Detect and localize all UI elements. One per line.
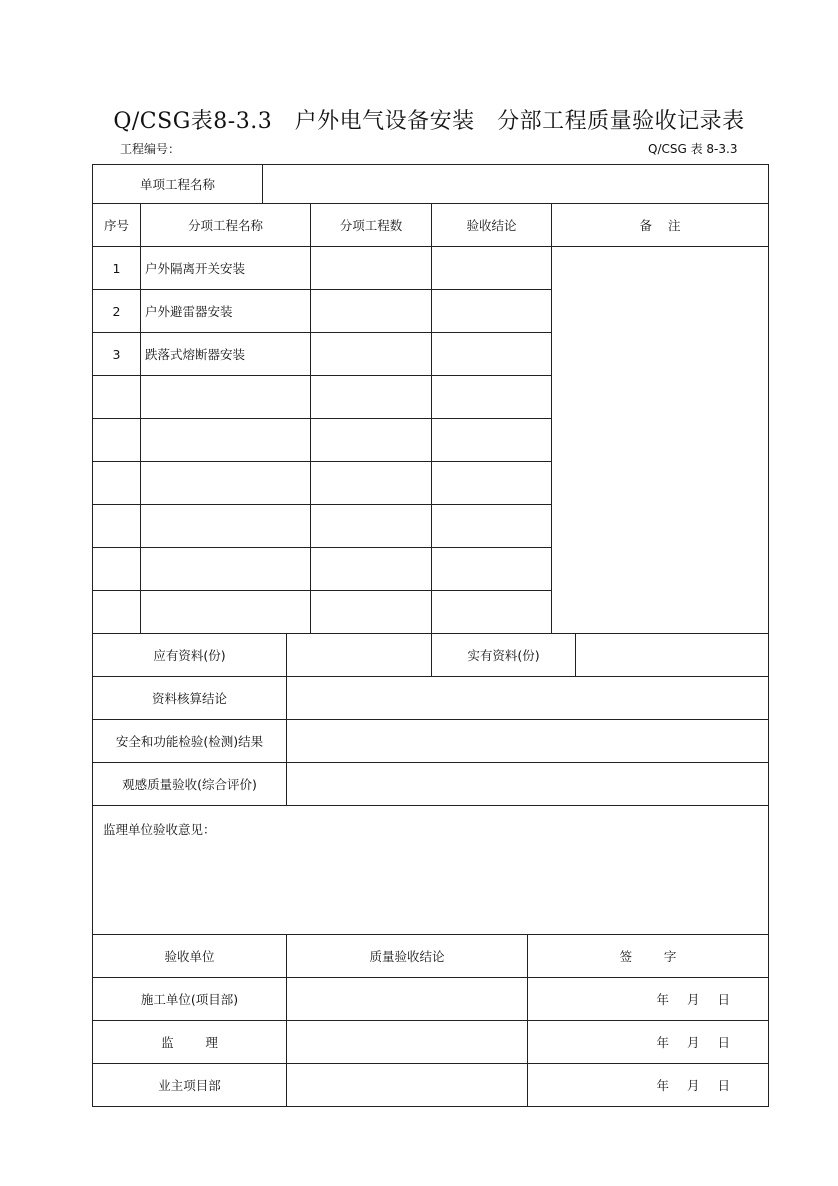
item-conclusion-field[interactable] — [431, 504, 552, 548]
form-code: Q/CSG 表 8-3.3 — [648, 142, 738, 156]
supervisor-opinion[interactable] — [92, 805, 769, 935]
item-conclusion-field[interactable] — [431, 547, 552, 591]
project-number-label: 工程编号： — [120, 142, 181, 156]
item-conclusion-field[interactable] — [431, 461, 552, 505]
docs-required-field[interactable] — [286, 633, 432, 677]
item-conclusion-field[interactable] — [431, 418, 552, 462]
item-name — [140, 547, 311, 591]
docs-check-field[interactable] — [286, 676, 769, 720]
appearance-label: 观感质量验收(综合评价) — [92, 762, 287, 806]
form-title: Q/CSG表8-3.3 户外电气设备安装 分部工程质量验收记录表 — [113, 109, 745, 134]
item-seq — [92, 461, 141, 505]
safety-label: 安全和功能检验(检测)结果 — [92, 719, 287, 763]
item-name — [140, 461, 311, 505]
sign-header-unit: 验收单位 — [92, 934, 287, 978]
item-seq — [92, 504, 141, 548]
item-conclusion-field[interactable] — [431, 332, 552, 376]
sign-conclusion-field[interactable] — [286, 1020, 528, 1064]
item-seq — [92, 418, 141, 462]
item-name: 户外避雷器安装 — [140, 289, 311, 333]
item-count-field[interactable] — [310, 547, 432, 591]
header-count: 分项工程数 — [310, 203, 432, 247]
item-seq — [92, 590, 141, 634]
item-count-field[interactable] — [310, 332, 432, 376]
item-name: 户外隔离开关安装 — [140, 246, 311, 290]
docs-check-label: 资料核算结论 — [92, 676, 287, 720]
item-conclusion-field[interactable] — [431, 289, 552, 333]
item-conclusion-field[interactable] — [431, 590, 552, 634]
item-count-field[interactable] — [310, 461, 432, 505]
safety-field[interactable] — [286, 719, 769, 763]
sign-header-signature: 签 字 — [527, 934, 769, 978]
item-name: 跌落式熔断器安装 — [140, 332, 311, 376]
docs-required-label: 应有资料(份) — [92, 633, 287, 677]
sign-conclusion-field[interactable] — [286, 977, 528, 1021]
item-name — [140, 590, 311, 634]
item-conclusion-field[interactable] — [431, 375, 552, 419]
remarks-field[interactable] — [551, 246, 769, 634]
sign-date[interactable]: 年 月 日 — [527, 977, 769, 1021]
item-conclusion-field[interactable] — [431, 246, 552, 290]
sign-header-conclusion: 质量验收结论 — [286, 934, 528, 978]
supervisor-opinion-label: 监理单位验收意见： — [103, 822, 216, 837]
item-count-field[interactable] — [310, 590, 432, 634]
item-name — [140, 504, 311, 548]
item-seq — [92, 547, 141, 591]
unit-project-label: 单项工程名称 — [92, 164, 263, 204]
unit-project-field[interactable] — [262, 164, 769, 204]
header-seq: 序号 — [92, 203, 141, 247]
header-name: 分项工程名称 — [140, 203, 311, 247]
sign-unit: 监 理 — [92, 1020, 287, 1064]
sign-conclusion-field[interactable] — [286, 1063, 528, 1107]
header-conclusion: 验收结论 — [431, 203, 552, 247]
item-count-field[interactable] — [310, 289, 432, 333]
sign-unit: 施工单位(项目部) — [92, 977, 287, 1021]
item-name — [140, 418, 311, 462]
item-seq: 1 — [92, 246, 141, 290]
item-count-field[interactable] — [310, 504, 432, 548]
item-count-field[interactable] — [310, 418, 432, 462]
sign-date[interactable]: 年 月 日 — [527, 1020, 769, 1064]
docs-actual-label: 实有资料(份) — [431, 633, 576, 677]
sign-date[interactable]: 年 月 日 — [527, 1063, 769, 1107]
item-seq — [92, 375, 141, 419]
sign-unit: 业主项目部 — [92, 1063, 287, 1107]
item-count-field[interactable] — [310, 246, 432, 290]
item-count-field[interactable] — [310, 375, 432, 419]
item-name — [140, 375, 311, 419]
docs-actual-field[interactable] — [575, 633, 769, 677]
item-seq: 2 — [92, 289, 141, 333]
header-remarks: 备 注 — [551, 203, 769, 247]
appearance-field[interactable] — [286, 762, 769, 806]
item-seq: 3 — [92, 332, 141, 376]
